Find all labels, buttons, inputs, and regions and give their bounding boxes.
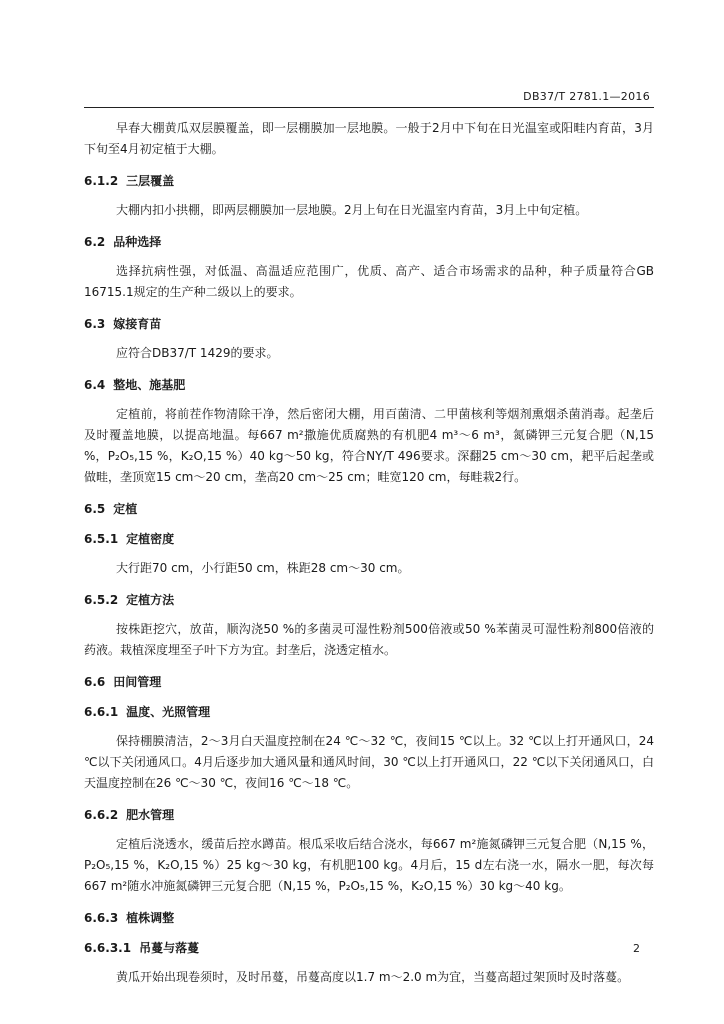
- section-number: 6.4: [84, 378, 106, 392]
- paragraph: 大行距70 cm，小行距50 cm，株距28 cm～30 cm。: [116, 561, 410, 575]
- section-number: 6.6.3: [84, 911, 119, 925]
- section-number: 6.5: [84, 502, 106, 516]
- section-title: 整地、施基肥: [113, 378, 186, 392]
- section-number: 6.1.2: [84, 174, 119, 188]
- section-number: 6.6.1: [84, 705, 119, 719]
- section-heading-6-5-1: [84, 530, 654, 548]
- section-title: 植株调整: [126, 911, 175, 925]
- page-number: 2: [633, 942, 640, 955]
- section-title: 品种选择: [113, 235, 162, 249]
- paragraph: 大棚内扣小拱棚，即两层棚膜加一层地膜。2月上旬在日光温室内育苗，3月上中旬定植。: [116, 203, 588, 217]
- section-heading-6-4: [84, 376, 654, 394]
- section-heading-6-6-3: [84, 909, 654, 927]
- section-title: 定植方法: [126, 593, 175, 607]
- section-number: 6.2: [84, 235, 106, 249]
- section-heading-6-6-3-1: [84, 939, 654, 957]
- section-number: 6.6: [84, 675, 106, 689]
- section-heading-6-6: [84, 673, 654, 691]
- section-number: 6.5.2: [84, 593, 119, 607]
- section-title: 肥水管理: [126, 808, 175, 822]
- section-heading-6-5-2: [84, 591, 654, 609]
- paragraph: 定植后浇透水，缓苗后控水蹲苗。根瓜采收后结合浇水，每667 m²施氮磷钾三元复合肥（N,15 %，P₂O₅,15 %，K₂O,15 %）25 kg～30 kg，有机肥100 kg。4月后，15 d左右浇一水，隔水一肥，每次每667 m²随水冲施氮磷钾三元复合肥（N,15 %，P₂O₅,15 %，K₂O,15 %）30 kg～40 kg。: [84, 837, 654, 893]
- paragraph: 早春大棚黄瓜双层膜覆盖，即一层棚膜加一层地膜。一般于2月中下旬在日光温室或阳畦内育苗，3月下旬至4月初定植于大棚。: [84, 121, 654, 156]
- section-title: 定植密度: [126, 532, 175, 546]
- section-heading-6-5: [84, 500, 654, 518]
- header-rule: [84, 107, 654, 108]
- paragraph: 选择抗病性强，对低温、高温适应范围广，优质、高产、适合市场需求的品种，种子质量符合GB 16715.1规定的生产种二级以上的要求。: [84, 264, 654, 299]
- section-number: 6.5.1: [84, 532, 119, 546]
- section-title: 吊蔓与落蔓: [139, 941, 200, 955]
- section-title: 田间管理: [113, 675, 162, 689]
- paragraph: 应符合DB37/T 1429的要求。: [116, 346, 279, 360]
- section-number: 6.6.3.1: [84, 941, 132, 955]
- section-heading-6-6-2: [84, 806, 654, 824]
- section-number: 6.6.2: [84, 808, 119, 822]
- document-body: [84, 118, 654, 988]
- section-title: 温度、光照管理: [126, 705, 211, 719]
- paragraph: 定植前，将前茬作物清除干净，然后密闭大棚，用百菌清、二甲菌核利等烟剂熏烟杀菌消毒。起垄后及时覆盖地膜，以提高地温。每667 m²撒施优质腐熟的有机肥4 m³～6 m³，氮磷钾三元复合肥（N,15 %，P₂O₅,15 %，K₂O,15 %）40 kg～50 kg，符合NY/T 496要求。深翻25 cm～30 cm，耙平后起垄或做畦，垄顶宽15 cm～20 cm，垄高20 cm～25 cm；畦宽120 cm，每畦栽2行。: [84, 407, 654, 484]
- paragraph: 黄瓜开始出现卷须时，及时吊蔓，吊蔓高度以1.7 m～2.0 m为宜，当蔓高超过架顶时及时落蔓。: [116, 970, 630, 984]
- section-heading-6-3: [84, 315, 654, 333]
- section-title: 三层覆盖: [126, 174, 175, 188]
- section-number: 6.3: [84, 317, 106, 331]
- document-code: DB37/T 2781.1—2016: [523, 90, 650, 103]
- section-heading-6-6-1: [84, 703, 654, 721]
- section-title: 嫁接育苗: [113, 317, 162, 331]
- paragraph: 按株距挖穴，放苗，顺沟浇50 %的多菌灵可湿性粉剂500倍液或50 %苯菌灵可湿性粉剂800倍液的药液。栽植深度埋至子叶下方为宜。封垄后，浇透定植水。: [84, 622, 654, 657]
- section-title: 定植: [113, 502, 138, 516]
- section-heading-6-2: [84, 233, 654, 251]
- section-heading-6-1-2: [84, 172, 654, 190]
- paragraph: 保持棚膜清洁，2～3月白天温度控制在24 ℃～32 ℃，夜间15 ℃以上。32 ℃以上打开通风口，24 ℃以下关闭通风口。4月后逐步加大通风量和通风时间，30 ℃以上打开通风口，22 ℃以下关闭通风口，白天温度控制在26 ℃～30 ℃，夜间16 ℃～18 ℃。: [84, 734, 654, 790]
